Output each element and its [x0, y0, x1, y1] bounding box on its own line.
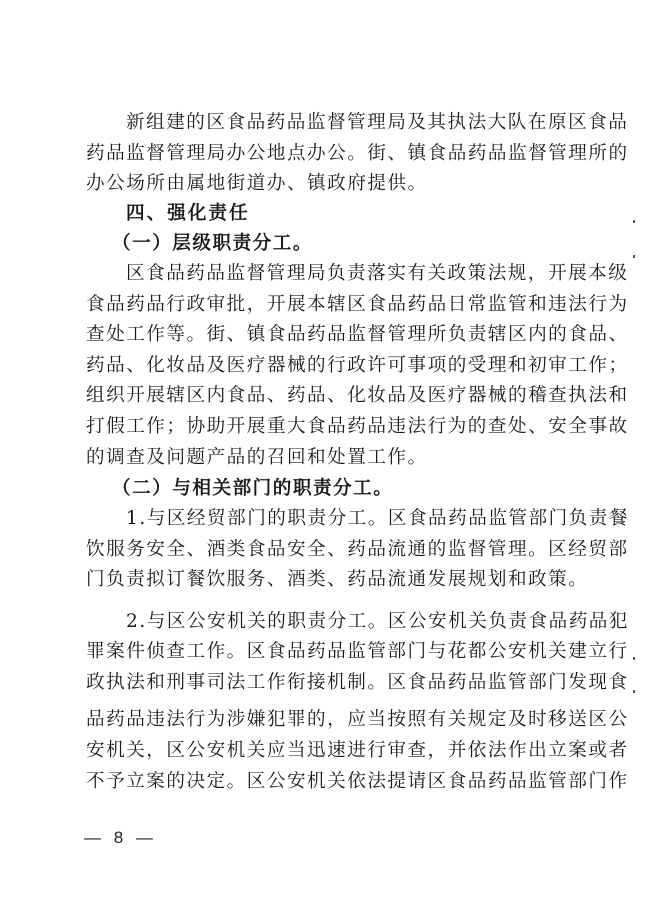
scan-speck — [633, 690, 635, 693]
paragraph-line: 新组建的区食品药品监督管理局及其执法大队在原区食品 — [126, 112, 629, 133]
paragraph-line: 1.与区经贸部门的职责分工。区食品药品监管部门负责餐 — [126, 508, 629, 529]
scan-speck — [633, 657, 635, 660]
subsection-heading: （二）与相关部门的职责分工。 — [112, 478, 394, 499]
paragraph-line: 不予立案的决定。区公安机关依法提请区食品药品监管部门作 — [86, 771, 629, 792]
paragraph-line: 打假工作；协助开展重大食品药品违法行为的查处、安全事故 — [86, 416, 629, 437]
paragraph-line: 药品监督管理局办公地点办公。街、镇食品药品监督管理所的 — [86, 143, 629, 164]
paragraph-line: 的调查及问题产品的召回和处置工作。 — [86, 447, 428, 468]
paragraph-line: 查处工作等。街、镇食品药品监督管理所负责辖区内的食品、 — [86, 324, 629, 345]
paragraph-line: 区食品药品监督管理局负责落实有关政策法规，开展本级 — [126, 263, 629, 284]
paragraph-line: 政执法和刑事司法工作衔接机制。区食品药品监管部门发现食 — [86, 672, 629, 693]
paragraph-line: 食品药品行政审批，开展本辖区食品药品日常监管和违法行为 — [86, 294, 629, 315]
paragraph-line: 饮服务安全、酒类食品安全、药品流通的监督管理。区经贸部 — [86, 539, 629, 560]
paragraph-line: 品药品违法行为涉嫌犯罪的，应当按照有关规定及时移送区公 — [86, 709, 629, 730]
paragraph-line: 办公场所由属地街道办、镇政府提供。 — [86, 173, 428, 194]
paragraph-line: 安机关，区公安机关应当迅速进行审查，并依法作出立案或者 — [86, 740, 629, 761]
section-heading: 四、强化责任 — [126, 203, 250, 224]
paragraph-line: 门负责拟订餐饮服务、酒类、药品流通发展规划和政策。 — [86, 569, 589, 590]
page-number: — 8 — — [84, 828, 157, 847]
paragraph-line: 罪案件侦查工作。区食品药品监管部门与花都公安机关建立行 — [86, 641, 629, 662]
scan-speck — [633, 255, 635, 258]
paragraph-line: 2.与区公安机关的职责分工。区公安机关负责食品药品犯 — [126, 611, 629, 632]
paragraph-line: 组织开展辖区内食品、药品、化妆品及医疗器械的稽查执法和 — [86, 385, 629, 406]
subsection-heading: （一）层级职责分工。 — [112, 233, 313, 254]
scan-speck — [633, 220, 635, 223]
paragraph-line: 药品、化妆品及医疗器械的行政许可事项的受理和初审工作； — [86, 355, 629, 376]
